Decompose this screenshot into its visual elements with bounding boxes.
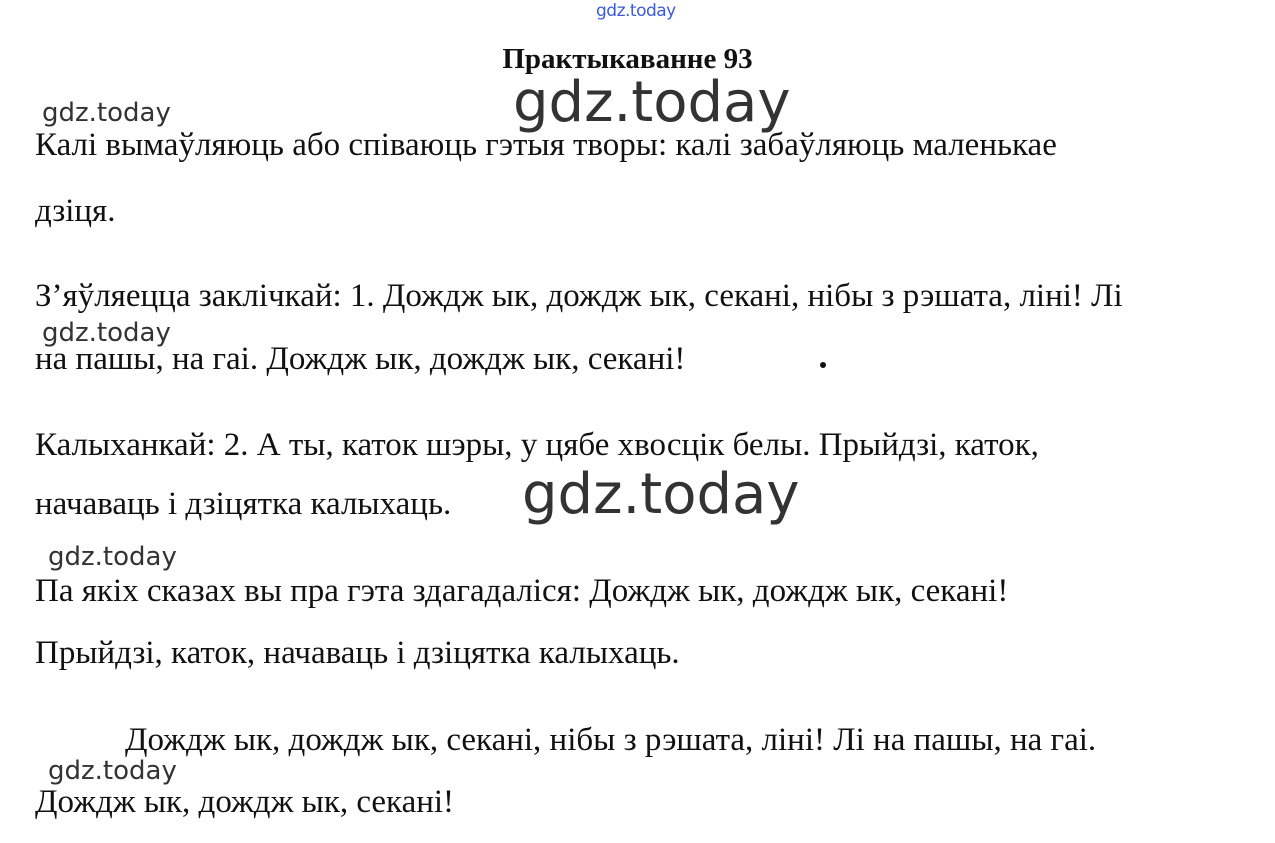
paragraph-line: Калі вымаўляюць або співаюць гэтыя творы: калі забаўляюць маленькае <box>35 127 1057 163</box>
paragraph-line: Калыханкай: 2. А ты, каток шэры, у цябе хвосцік белы. Прыйдзі, каток, <box>35 427 1039 463</box>
paragraph-line: Па якіх сказах вы пра гэта здагадаліся: Дождж ык, дождж ык, секані! <box>35 573 1009 609</box>
watermark-large: gdz.today <box>522 462 800 527</box>
paragraph-line: начаваць і дзіцятка калыхаць. <box>35 486 452 522</box>
watermark-small: gdz.today <box>48 542 177 572</box>
paragraph-line: дзіця. <box>35 193 116 229</box>
exercise-title: Практыкаванне 93 <box>502 43 753 75</box>
watermark-small: gdz.today <box>42 98 171 128</box>
paragraph-line: Прыйдзі, каток, начаваць і дзіцятка калыхаць. <box>35 635 680 671</box>
dot-mark <box>820 362 826 368</box>
paragraph-line: Дождж ык, дождж ык, секані! <box>35 784 455 820</box>
paragraph-line: на пашы, на гаі. Дождж ык, дождж ык, секані! <box>35 341 686 377</box>
watermark-small: gdz.today <box>48 756 177 786</box>
watermark-top: gdz.today <box>596 1 676 21</box>
paragraph-line: З’яўляецца заклічкай: 1. Дождж ык, дождж ык, секані, нібы з рэшата, ліні! Лі <box>35 278 1123 314</box>
paragraph-line: Дождж ык, дождж ык, секані, нібы з рэшата, ліні! Лі на пашы, на гаі. <box>125 722 1097 758</box>
watermark-large: gdz.today <box>513 70 791 135</box>
watermark-small: gdz.today <box>42 318 171 348</box>
